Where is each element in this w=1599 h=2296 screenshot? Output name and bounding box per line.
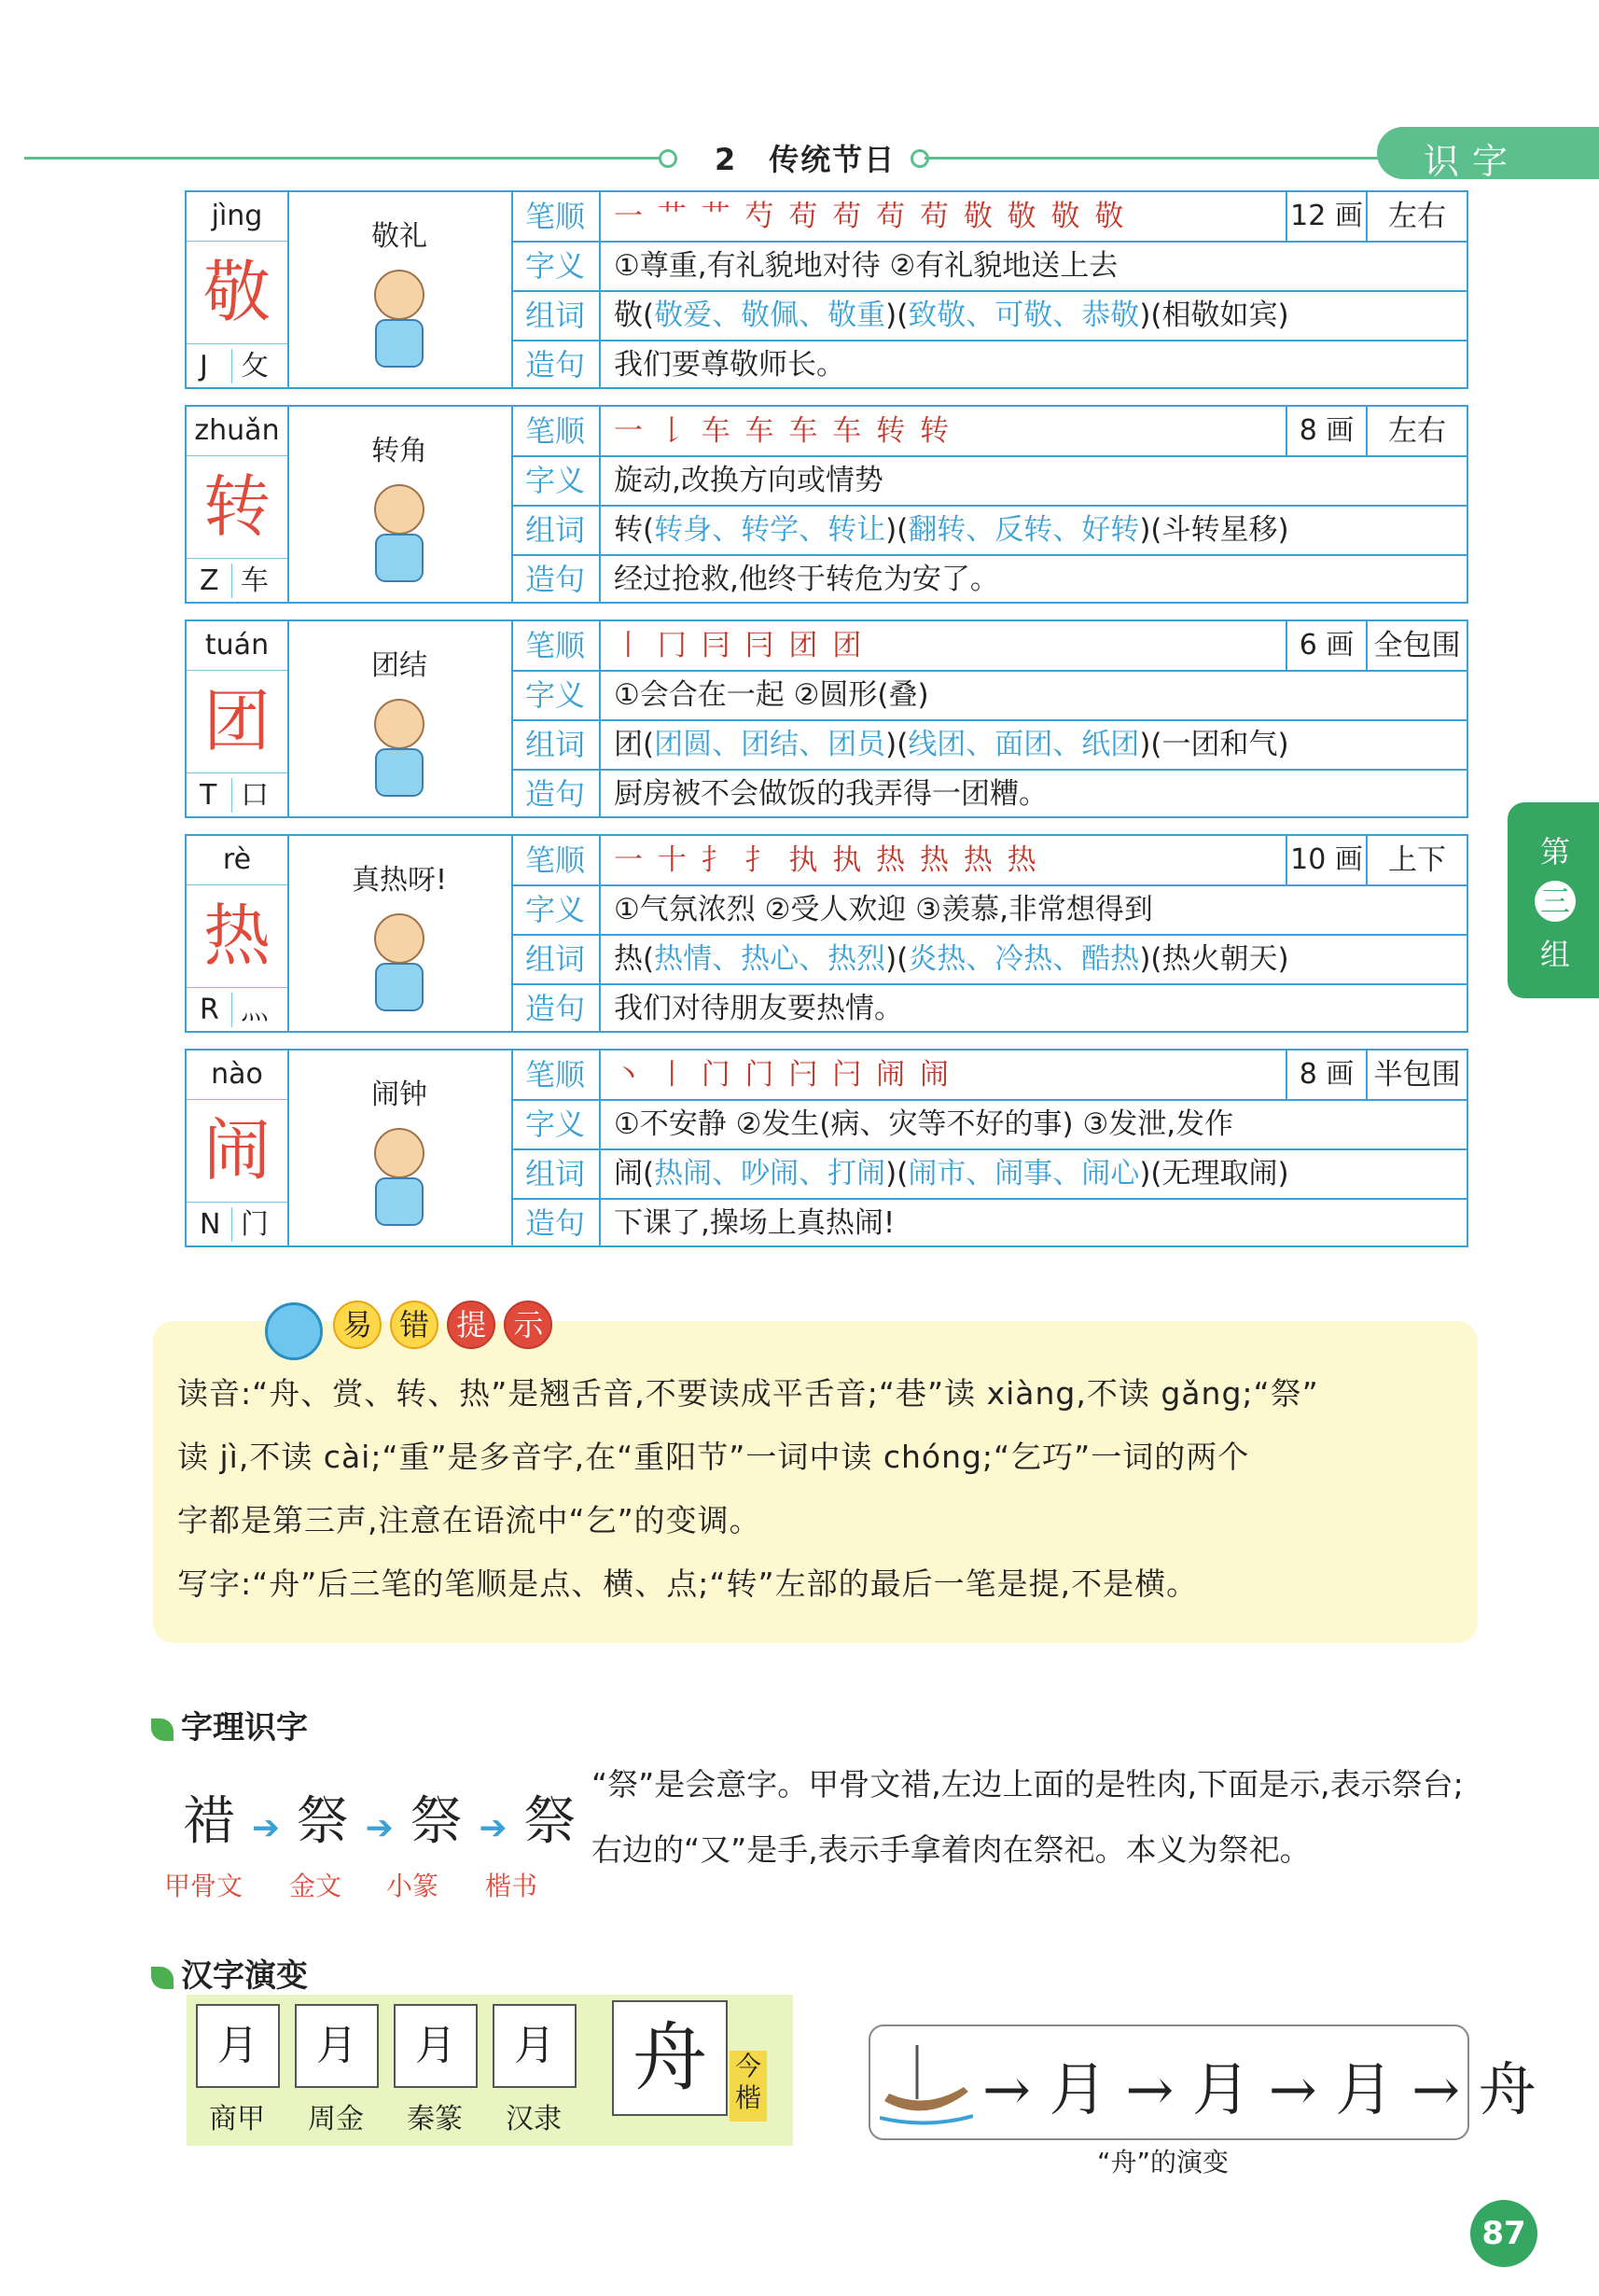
words-group-a: 团圆、团结、团员 <box>654 728 886 761</box>
words-mid: )( <box>885 942 909 976</box>
stroke-row <box>511 1051 1467 1101</box>
ji-form-label: 楷书 <box>485 1871 538 1901</box>
words-head: 转( <box>614 513 655 547</box>
meaning: 旋动,改换方向或情势 <box>614 464 883 497</box>
stroke-row <box>511 192 1467 243</box>
stroke-row <box>511 836 1467 886</box>
character: 闹 <box>187 1099 287 1203</box>
zili-heading-text: 字理识字 <box>181 1709 308 1746</box>
tips-line: 读音:“舟、赏、转、热”是翘舌音,不要读成平舌音;“巷”读 xiàng,不读 gǎng;“祭” <box>177 1375 1319 1412</box>
row-label: 笔顺 <box>511 407 601 455</box>
side-tab-bottom: 组 <box>1539 937 1570 972</box>
meaning-row <box>511 1100 1467 1150</box>
script-label: 商甲 <box>209 2103 265 2136</box>
index-info <box>187 987 287 1033</box>
character: 热 <box>187 884 287 988</box>
magnifier-icon <box>265 1302 323 1360</box>
stroke-row <box>511 407 1467 457</box>
meaning-row <box>511 885 1467 936</box>
words-group-a: 转身、转学、转让 <box>654 513 886 547</box>
row-label: 笔顺 <box>511 1051 601 1099</box>
words <box>614 720 1289 769</box>
stroke-order: 一 𠄌 车 车 车 车 转 转 <box>614 414 952 448</box>
radical: 口 <box>241 779 269 812</box>
tips-line: 读 jì,不读 cài;“重”是多音字,在“重阳节”一词中读 chóng;“乞巧”一词的两个 <box>177 1439 1250 1475</box>
info-rows <box>511 836 1467 1031</box>
header-dot-left <box>659 149 677 168</box>
words-tail: )(热火朝天) <box>1139 942 1289 976</box>
index-divider <box>231 778 232 813</box>
character: 敬 <box>187 241 287 344</box>
row-label: 组词 <box>511 935 601 983</box>
illustration-caption: 转角 <box>371 435 427 467</box>
modern-char-label: 今楷 <box>730 2051 767 2122</box>
index-divider <box>231 349 232 383</box>
index-info <box>187 343 287 389</box>
meaning: ①会合在一起 ②圆形(叠) <box>614 678 929 712</box>
leaf-icon <box>151 1967 174 1989</box>
textbook-page <box>24 26 1575 2275</box>
zhou-sequence: → 月 → 月 → 月 → 舟 <box>982 2055 1536 2123</box>
sentence: 我们要尊敬师长。 <box>614 348 845 382</box>
side-tab-top: 第 <box>1539 834 1570 870</box>
stroke-order: 一 艹 艹 芍 苟 苟 苟 苟 敬 敬 敬 敬 <box>614 200 1127 233</box>
zili-heading <box>151 1702 308 1747</box>
sentence: 我们对待朋友要热情。 <box>614 992 903 1025</box>
row-label: 组词 <box>511 291 601 340</box>
character: 团 <box>187 670 287 773</box>
row-label: 字义 <box>511 1100 601 1148</box>
words-group-b: 闹市、闹事、闹心 <box>908 1157 1140 1190</box>
sentence: 经过抢救,他终于转危为安了。 <box>614 563 999 596</box>
row-label: 字义 <box>511 242 601 290</box>
header-rule-right <box>925 157 1391 160</box>
sentence-row <box>511 341 1467 389</box>
structure: 上下 <box>1366 836 1467 884</box>
page-title: 2 传统节日 <box>715 142 897 177</box>
illustration <box>287 836 513 1031</box>
ji-form: 祭 <box>410 1791 463 1852</box>
structure: 左右 <box>1366 407 1467 455</box>
pinyin: zhuǎn <box>187 407 287 456</box>
row-label: 笔顺 <box>511 836 601 884</box>
stroke-count: 8 画 <box>1286 407 1366 455</box>
pinyin: tuán <box>187 621 287 671</box>
index-divider <box>231 564 232 598</box>
illustration-icon <box>339 1120 460 1232</box>
character-card <box>185 1049 1468 1247</box>
zhou-evolution-box <box>869 2025 1536 2140</box>
arrow-icon: ➔ <box>479 1809 508 1847</box>
sentence-row <box>511 1199 1467 1247</box>
stroke-count: 6 画 <box>1286 621 1366 670</box>
words-group-b: 炎热、冷热、酷热 <box>908 942 1140 976</box>
index-letter: J <box>200 350 208 383</box>
leaf-icon <box>151 1719 174 1741</box>
row-label: 造句 <box>511 1199 601 1247</box>
words <box>614 935 1289 983</box>
row-label: 字义 <box>511 456 601 505</box>
pinyin: jìng <box>187 192 287 242</box>
char-column <box>187 836 289 1031</box>
script-label: 汉隶 <box>506 2103 562 2136</box>
script-box: 月 <box>196 2004 280 2088</box>
illustration-caption: 真热呀! <box>351 864 448 897</box>
meaning: ①尊重,有礼貌地对待 ②有礼貌地送上去 <box>614 249 1119 283</box>
char-column <box>187 407 289 602</box>
stroke-row <box>511 621 1467 672</box>
words-group-b: 致敬、可敬、恭敬 <box>908 299 1140 332</box>
char-column <box>187 192 289 387</box>
arrow-icon: ➔ <box>251 1809 280 1847</box>
row-label: 组词 <box>511 1149 601 1198</box>
sentence: 下课了,操场上真热闹! <box>614 1206 896 1240</box>
index-divider <box>231 993 232 1027</box>
words-row <box>511 506 1467 556</box>
words-mid: )( <box>885 299 909 332</box>
words-group-a: 敬爱、敬佩、敬重 <box>654 299 886 332</box>
sentence-row <box>511 555 1467 604</box>
ji-form-label: 小篆 <box>386 1871 439 1901</box>
character-card <box>185 834 1468 1033</box>
illustration-caption: 敬礼 <box>371 220 427 253</box>
character: 转 <box>187 455 287 559</box>
words-mid: )( <box>885 513 909 547</box>
illustration <box>287 1051 513 1245</box>
tips-line: 字都是第三声,注意在语流中“乞”的变调。 <box>177 1502 761 1538</box>
index-info <box>187 1202 287 1247</box>
meaning-row <box>511 242 1467 292</box>
words <box>614 1149 1289 1198</box>
character-card <box>185 190 1468 389</box>
tips-title-char: 易 <box>333 1301 382 1349</box>
tips-title-char: 错 <box>390 1301 438 1349</box>
illustration-caption: 团结 <box>371 649 427 682</box>
radical: 攵 <box>241 350 269 383</box>
words <box>614 506 1289 554</box>
info-rows <box>511 1051 1467 1245</box>
row-label: 字义 <box>511 671 601 719</box>
index-info <box>187 558 287 604</box>
words-tail: )(斗转星移) <box>1139 513 1289 547</box>
words-head: 团( <box>614 728 655 761</box>
index-letter: T <box>200 779 217 812</box>
sentence: 厨房被不会做饭的我弄得一团糟。 <box>614 777 1048 811</box>
arrow-icon: ➔ <box>365 1809 394 1847</box>
group-side-tab <box>1508 802 1599 998</box>
illustration-icon <box>339 906 460 1018</box>
illustration-caption: 闹钟 <box>371 1078 427 1111</box>
ji-form: 䄍 <box>183 1791 235 1852</box>
boat-icon <box>880 2036 973 2129</box>
index-letter: Z <box>200 564 219 597</box>
words-head: 闹( <box>614 1157 655 1190</box>
words-group-b: 翻转、反转、好转 <box>908 513 1140 547</box>
header-rule-left <box>24 157 668 160</box>
meaning-row <box>511 671 1467 721</box>
modern-char-box: 舟 <box>612 2000 728 2116</box>
tips-title-char: 示 <box>504 1301 552 1349</box>
row-label: 笔顺 <box>511 621 601 670</box>
words-group-a: 热闹、吵闹、打闹 <box>654 1157 886 1190</box>
row-label: 组词 <box>511 720 601 769</box>
words-head: 热( <box>614 942 655 976</box>
ji-evolution-row <box>183 1780 584 1864</box>
words-tail: )(一团和气) <box>1139 728 1289 761</box>
script-box: 月 <box>295 2004 379 2088</box>
script-label: 秦篆 <box>407 2103 463 2136</box>
illustration <box>287 407 513 602</box>
row-label: 造句 <box>511 984 601 1033</box>
zili-explanation: “祭”是会意字。甲骨文䄍,左边上面的是牲肉,下面是示,表示祭台;右边的“又”是手,表示手拿着肉在祭祀。本义为祭祀。 <box>591 1766 1464 1868</box>
words-group-b: 线团、面团、纸团 <box>908 728 1140 761</box>
words-head: 敬( <box>614 299 655 332</box>
words-mid: )( <box>885 1157 909 1190</box>
radical: 灬 <box>241 994 269 1026</box>
tips-line: 写字:“舟”后三笔的笔顺是点、横、点;“转”左部的最后一笔是提,不是横。 <box>177 1565 1199 1602</box>
sentence-row <box>511 770 1467 818</box>
index-info <box>187 772 287 818</box>
stroke-order: 丨 冂 冃 冃 团 团 <box>614 629 865 662</box>
tips-title-char: 提 <box>447 1301 495 1349</box>
ji-form: 祭 <box>523 1791 577 1852</box>
words-tail: )(无理取闹) <box>1139 1157 1289 1190</box>
error-tips-box <box>153 1307 1478 1643</box>
info-rows <box>511 621 1467 816</box>
page-number: 87 <box>1470 2200 1537 2267</box>
stroke-order: 丶 丨 门 门 闩 闩 闹 闹 <box>614 1058 952 1092</box>
words-row <box>511 720 1467 771</box>
index-divider <box>231 1207 232 1242</box>
info-rows <box>511 192 1467 387</box>
words-row <box>511 291 1467 341</box>
stroke-count: 12 画 <box>1286 192 1366 241</box>
radical: 门 <box>241 1208 269 1241</box>
pinyin: nào <box>187 1051 287 1100</box>
yanbian-heading-text: 汉字演变 <box>181 1957 308 1995</box>
words-row <box>511 1149 1467 1200</box>
meaning: ①不安静 ②发生(病、灾等不好的事) ③发泄,发作 <box>614 1107 1234 1141</box>
stroke-order: 一 十 扌 扌 执 执 热 热 热 热 <box>614 843 1039 877</box>
character-card <box>185 405 1468 604</box>
meaning-row <box>511 456 1467 507</box>
stroke-count: 8 画 <box>1286 1051 1366 1099</box>
row-label: 字义 <box>511 885 601 934</box>
row-label: 造句 <box>511 555 601 604</box>
pinyin: rè <box>187 836 287 885</box>
side-tab-number: 三 <box>1535 881 1576 922</box>
sentence-row <box>511 984 1467 1033</box>
index-letter: N <box>200 1208 221 1241</box>
script-label: 周金 <box>308 2103 364 2136</box>
words-mid: )( <box>885 728 909 761</box>
structure: 半包围 <box>1366 1051 1467 1099</box>
illustration-icon <box>339 477 460 589</box>
row-label: 造句 <box>511 770 601 818</box>
ji-form-label: 甲骨文 <box>164 1871 243 1901</box>
character-card <box>185 619 1468 818</box>
section-tab-label: 识字 <box>1424 141 1522 182</box>
structure: 左右 <box>1366 192 1467 241</box>
words <box>614 291 1289 340</box>
index-letter: R <box>200 994 219 1026</box>
section-tab <box>1377 127 1599 182</box>
illustration <box>287 192 513 387</box>
words-group-a: 热情、热心、热烈 <box>654 942 886 976</box>
illustration <box>287 621 513 816</box>
ji-form-label: 金文 <box>289 1871 342 1901</box>
words-tail: )(相敬如宾) <box>1139 299 1289 332</box>
info-rows <box>511 407 1467 602</box>
words-row <box>511 935 1467 985</box>
script-box: 月 <box>493 2004 577 2088</box>
illustration-icon <box>339 691 460 803</box>
tips-title <box>265 1301 556 1351</box>
ji-form: 祭 <box>296 1791 349 1852</box>
yanbian-heading <box>151 1950 308 1996</box>
meaning: ①气氛浓烈 ②受人欢迎 ③羡慕,非常想得到 <box>614 893 1153 926</box>
stroke-count: 10 画 <box>1286 836 1366 884</box>
row-label: 造句 <box>511 341 601 389</box>
illustration-icon <box>339 262 460 374</box>
zhou-script-panel <box>187 1995 793 2146</box>
char-column <box>187 1051 289 1245</box>
radical: 车 <box>241 564 269 597</box>
script-box: 月 <box>394 2004 478 2088</box>
zhou-evolution-caption: “舟”的演变 <box>1097 2147 1230 2178</box>
row-label: 笔顺 <box>511 192 601 241</box>
char-column <box>187 621 289 816</box>
row-label: 组词 <box>511 506 601 554</box>
structure: 全包围 <box>1366 621 1467 670</box>
